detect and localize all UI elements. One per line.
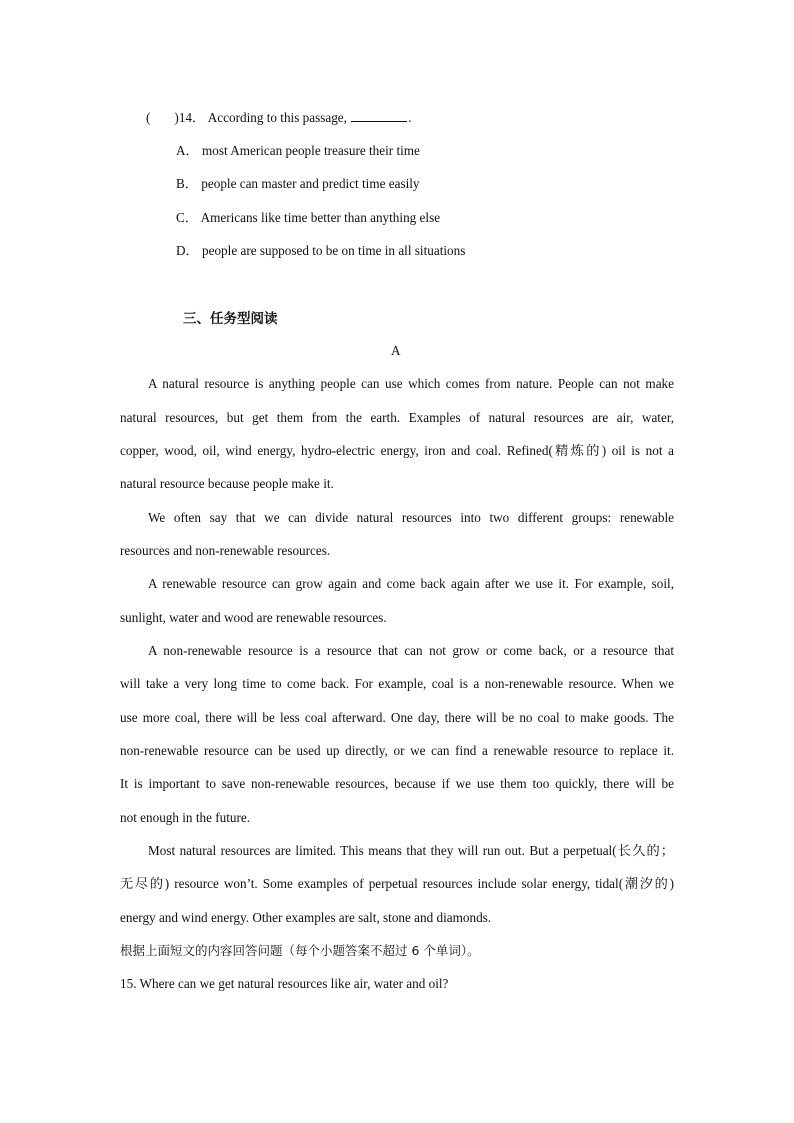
option-text: most American people treasure their time <box>202 143 420 158</box>
paren-close: ) <box>174 110 179 125</box>
passage-line: will take a very long time to come back. For example, coal is a non-renewable resource. When we <box>120 676 674 691</box>
option-letter: C． <box>176 210 198 225</box>
answer-blank <box>351 110 407 122</box>
passage-line: A natural resource is anything people can use which comes from nature. People can not make <box>148 376 674 391</box>
passage-line: 无尽的) resource won’t. Some examples of perpetual resources include solar energy, tidal(潮汐的) <box>120 876 674 891</box>
question-number: 14． <box>178 110 206 125</box>
passage-line: A non-renewable resource is a resource that can not grow or come back, or a resource that <box>148 643 674 658</box>
question-14-stem <box>146 110 412 126</box>
passage-line: non-renewable resource can be used up directly, or we can find a renewable resource to replace it. <box>120 743 674 758</box>
option-a <box>176 143 420 159</box>
passage-line: resources and non-renewable resources. <box>120 543 331 558</box>
option-c <box>176 210 440 226</box>
option-text: people are supposed to be on time in all situations <box>202 243 466 258</box>
option-letter: D． <box>176 243 199 258</box>
passage-line: energy and wind energy. Other examples are salt, stone and diamonds. <box>120 910 492 925</box>
option-text: people can master and predict time easily <box>201 176 420 191</box>
passage-line: copper, wood, oil, wind energy, hydro-electric energy, iron and coal. Refined(精炼的) oil is not a <box>120 443 674 458</box>
passage-line: Most natural resources are limited. This means that they will run out. But a perpetual(长久的； <box>148 843 674 858</box>
paren-open: ( <box>146 110 151 125</box>
option-text: Americans like time better than anything else <box>200 210 441 225</box>
option-b <box>176 176 420 192</box>
passage-line: natural resource because people make it. <box>120 476 334 491</box>
passage-line: A renewable resource can grow again and come back again after we use it. For example, soil, <box>148 576 674 591</box>
passage-line: not enough in the future. <box>120 810 251 825</box>
question-stem: According to this passage, <box>207 110 347 125</box>
option-d <box>176 243 465 259</box>
passage-line: We often say that we can divide natural resources into two different groups: renewable <box>148 510 674 525</box>
question-15: 15. Where can we get natural resources like air, water and oil? <box>120 976 449 991</box>
answer-instructions: 根据上面短文的内容回答问题（每个小题答案不超过 6 个单词）。 <box>120 943 480 958</box>
passage-line: It is important to save non-renewable resources, because if we use them too quickly, there will be <box>120 776 674 791</box>
section-heading: 三、任务型阅读 <box>183 311 278 327</box>
passage-line: natural resources, but get them from the earth. Examples of natural resources are air, water, <box>120 410 674 425</box>
stem-end: . <box>408 110 412 125</box>
option-letter: A． <box>176 143 199 158</box>
option-letter: B． <box>176 176 198 191</box>
passage-line: use more coal, there will be less coal afterward. One day, there will be no coal to make goods. The <box>120 710 674 725</box>
passage-line: sunlight, water and wood are renewable resources. <box>120 610 387 625</box>
passage-label: A <box>391 343 401 358</box>
